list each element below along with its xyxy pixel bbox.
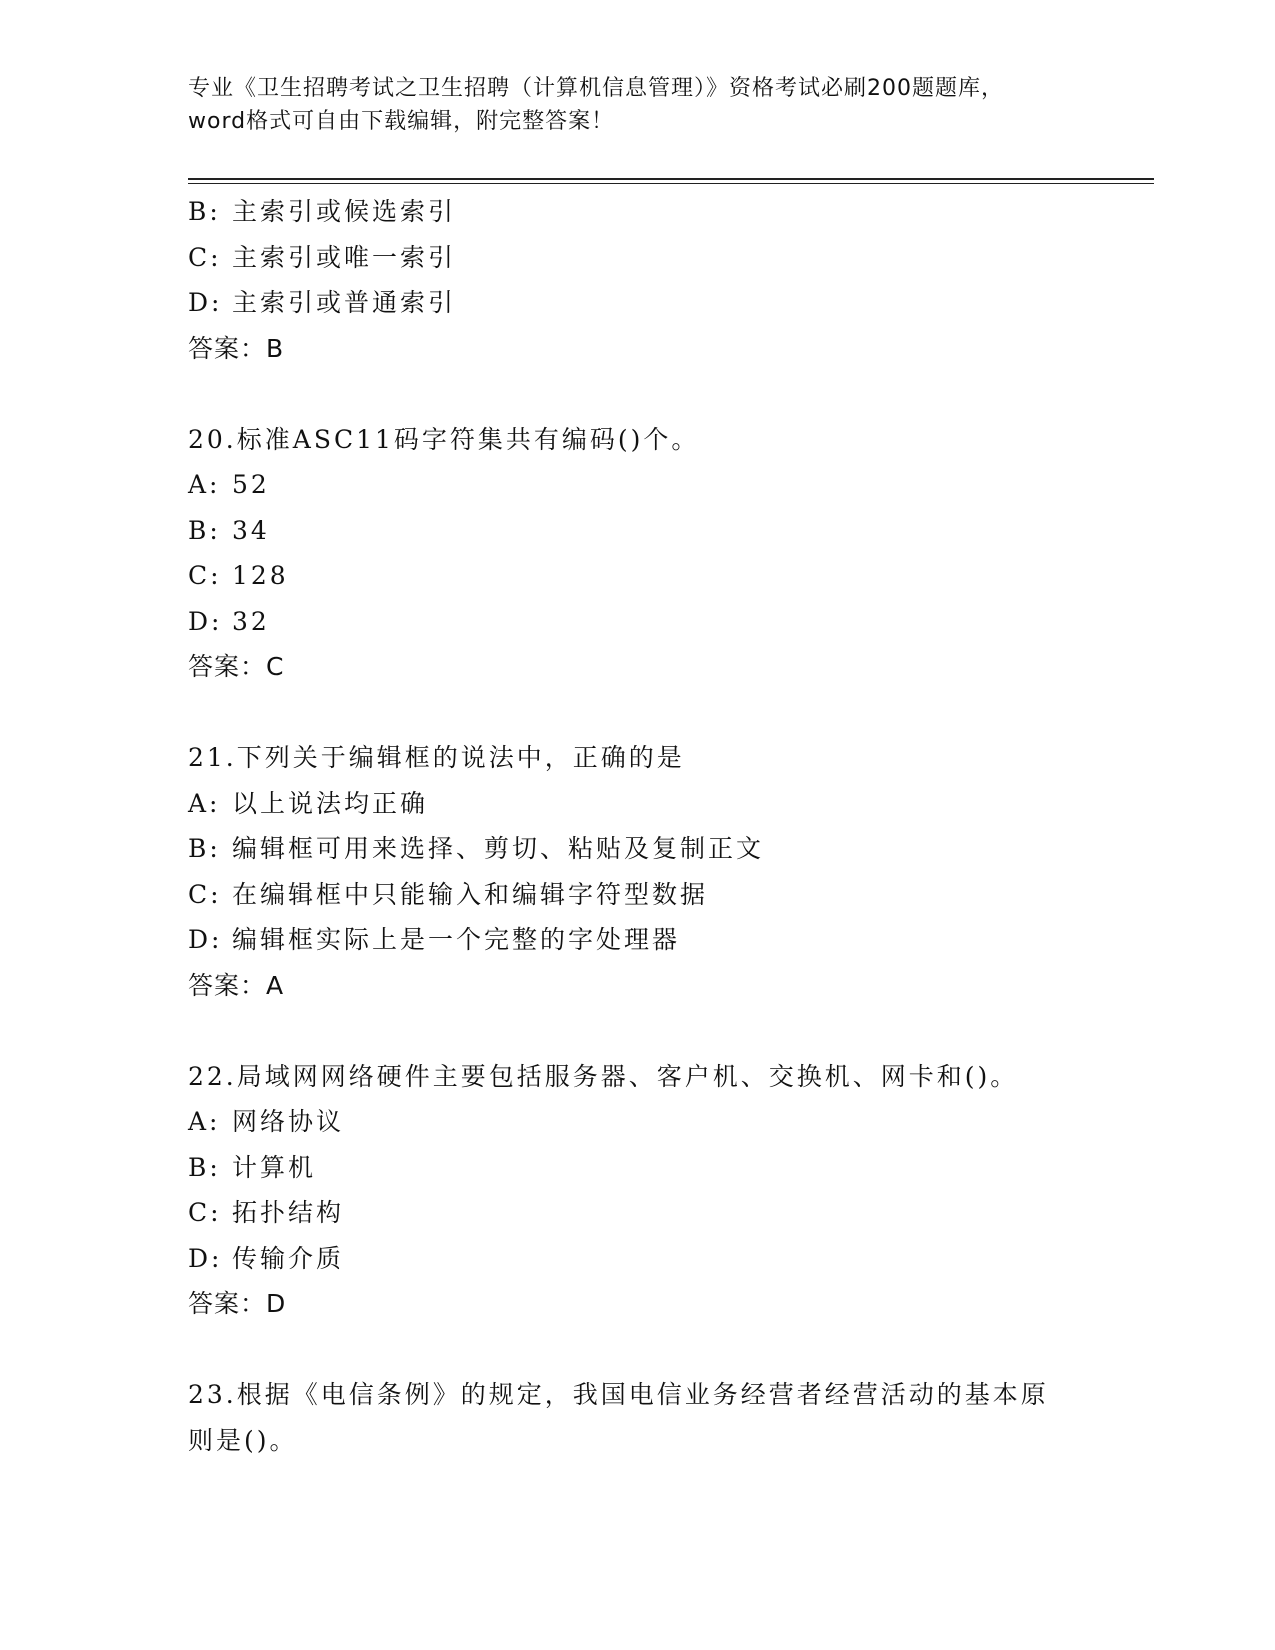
- option-d: [188, 599, 1088, 645]
- option-letter: C:: [188, 879, 222, 909]
- question-20-block: [188, 417, 1088, 690]
- question-spacer: [188, 371, 1088, 417]
- option-d: [188, 280, 1088, 326]
- option-text: 拓扑结构: [232, 1198, 345, 1227]
- answer-line: 答案：C: [188, 652, 285, 681]
- option-letter: B:: [188, 515, 221, 545]
- option-b: [188, 826, 1088, 872]
- option-letter: A:: [188, 788, 221, 818]
- option-text: 网络协议: [232, 1107, 345, 1136]
- option-letter: D:: [188, 925, 223, 954]
- header-divider-thick: [188, 178, 1154, 180]
- option-letter: C:: [188, 242, 222, 272]
- option-text: 52: [232, 470, 270, 499]
- question-stem: 20.标准ASC11码字符集共有编码()个。: [188, 424, 700, 454]
- question-stem-continued: 则是()。: [188, 1425, 298, 1455]
- option-text: 以上说法均正确: [232, 788, 429, 818]
- option-letter: B:: [188, 1152, 221, 1182]
- question-spacer: [188, 1327, 1088, 1373]
- option-a: [188, 1099, 1088, 1145]
- option-text: 32: [232, 606, 270, 636]
- document-header: [188, 72, 1088, 138]
- question-list: [188, 189, 1088, 1463]
- option-d: [188, 917, 1088, 963]
- option-text: 传输介质: [232, 1243, 345, 1273]
- option-b: [188, 508, 1088, 554]
- option-text: 在编辑框中只能输入和编辑字符型数据: [232, 879, 709, 909]
- answer-line: 答案：B: [188, 333, 285, 363]
- option-letter: D:: [188, 1243, 223, 1273]
- option-b: [188, 1145, 1088, 1191]
- option-letter: B:: [188, 197, 221, 226]
- option-c: [188, 872, 1088, 918]
- option-text: 编辑框实际上是一个完整的字处理器: [232, 925, 681, 954]
- option-text: 主索引或唯一索引: [232, 242, 457, 272]
- question-spacer: [188, 690, 1088, 736]
- option-letter: D:: [188, 288, 223, 317]
- option-c: [188, 235, 1088, 281]
- option-letter: A:: [188, 470, 221, 499]
- question-stem: 23.根据《电信条例》的规定，我国电信业务经营者经营活动的基本原: [188, 1380, 1049, 1409]
- answer-line: 答案：A: [188, 970, 285, 1000]
- option-letter: D:: [188, 606, 223, 636]
- option-text: 主索引或普通索引: [232, 288, 457, 317]
- option-c: [188, 1190, 1088, 1236]
- option-b: [188, 189, 1088, 235]
- option-a: [188, 781, 1088, 827]
- option-letter: A:: [188, 1107, 221, 1136]
- option-c: [188, 553, 1088, 599]
- question-19-block: [188, 189, 1088, 371]
- question-stem: 22.局域网网络硬件主要包括服务器、客户机、交换机、网卡和()。: [188, 1061, 1019, 1091]
- option-text: 主索引或候选索引: [232, 197, 457, 226]
- option-letter: C:: [188, 561, 222, 590]
- header-line-1: 专业《卫生招聘考试之卫生招聘（计算机信息管理）》资格考试必刷200题题库，: [188, 76, 1004, 101]
- answer-line: 答案：D: [188, 1289, 287, 1318]
- option-text: 128: [232, 561, 289, 590]
- question-21-block: [188, 735, 1088, 1008]
- question-stem: 21.下列关于编辑框的说法中，正确的是: [188, 743, 685, 772]
- option-a: [188, 462, 1088, 508]
- option-d: [188, 1236, 1088, 1282]
- option-text: 编辑框可用来选择、剪切、粘贴及复制正文: [232, 834, 765, 863]
- header-divider-thin: [188, 183, 1154, 184]
- option-text: 计算机: [232, 1152, 317, 1182]
- question-23-block: [188, 1372, 1088, 1463]
- header-line-2: word格式可自由下载编辑，附完整答案！: [188, 109, 615, 134]
- question-spacer: [188, 1008, 1088, 1054]
- question-22-block: [188, 1054, 1088, 1327]
- option-letter: B:: [188, 834, 221, 863]
- option-letter: C:: [188, 1198, 222, 1227]
- option-text: 34: [232, 515, 270, 545]
